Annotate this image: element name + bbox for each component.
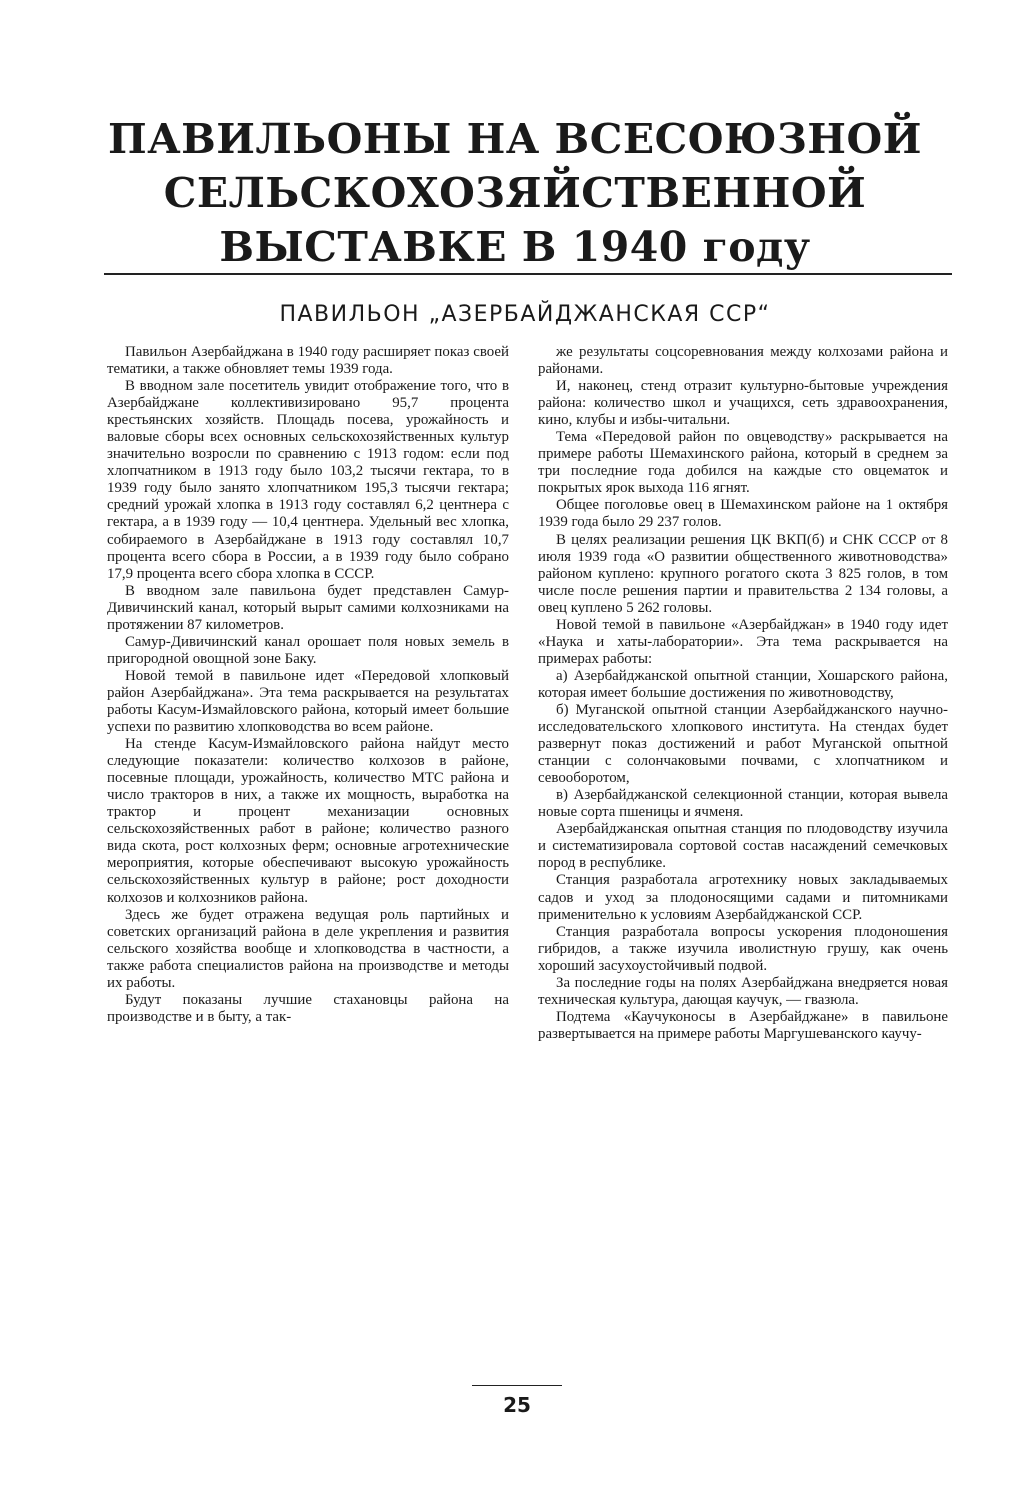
paragraph: И, наконец, стенд отразит культурно-бытовые учреждения района: количество школ и учащихся, сеть здравоохранения, кино, клубы и избы-читальни. [538,378,948,429]
text-column-left [107,344,509,1026]
title-line: ПАВИЛЬОНЫ НА ВСЕСОЮЗНОЙ [108,115,922,163]
paragraph: Тема «Передовой район по овцеводству» раскрывается на примере работы Шемахинского района, который в среднем за три последние года добился на каждые сто овцематок и покрытых ярок выхода 116 ягнят. [538,429,948,497]
paragraph: Павильон Азербайджана в 1940 году расширяет показ своей тематики, а также обновляет темы 1939 года. [107,344,509,378]
paragraph: За последние годы на полях Азербайджана внедряется новая техническая культура, дающая каучук, — гвазюла. [538,974,948,1008]
page-number: 25 [503,1393,531,1417]
paragraph: же результаты соцсоревнования между колхозами района и районами. [538,344,948,378]
title-line: СЕЛЬСКОХОЗЯЙСТВЕННОЙ [163,169,867,217]
paragraph: Азербайджанская опытная станция по плодоводству изучила и систематизировала сортовой состав насаждений семечковых пород в республике. [538,821,948,872]
paragraph: а) Азербайджанской опытной станции, Хошарского района, которая имеет большие достижения по животноводству, [538,667,948,701]
paragraph: в) Азербайджанской селекционной станции, которая вывела новые сорта пшеницы и ячменя. [538,787,948,821]
article-title [100,112,930,274]
paragraph: На стенде Касум-Измайловского района найдут место следующие показатели: количество колхозов в районе, посевные площади, урожайность, количество МТС района и число тракторов в них, а также их мощность, выработка на трактор и процент механизации основных сельскохозяйственных работ в районе; количество разного вида скота, рост колхозных ферм; основные агротехнические мероприятия, которые обеспечивают высокую урожайность сельскохозяйственных культур в районе; рост доходности колхозов и колхозников района. [107,736,509,906]
paragraph: Общее поголовье овец в Шемахинском районе на 1 октября 1939 года было 29 237 голов. [538,497,948,531]
paragraph: Здесь же будет отражена ведущая роль партийных и советских организаций района в деле укрепления и развития сельского хозяйства вообще и хлопководства в частности, а также работа специалистов района на производстве и методы их работы. [107,906,509,991]
text-column-right [538,344,948,1043]
paragraph: Новой темой в павильоне «Азербайджан» в 1940 году идет «Наука и хаты-лаборатории». Эта тема раскрывается на примерах работы: [538,616,948,667]
title-line: ВЫСТАВКЕ В 1940 году [219,223,811,271]
paragraph: Самур-Дивичинский канал орошает поля новых земель в пригородной овощной зоне Баку. [107,633,509,667]
paragraph: Подтема «Каучуконосы в Азербайджане» в павильоне развертывается на примере работы Маргушеванского каучу- [538,1008,948,1042]
title-divider [104,273,952,275]
paragraph: В целях реализации решения ЦК ВКП(б) и СНК СССР от 8 июля 1939 года «О развитии общественного животноводства» районом куплено: крупного рогатого скота 3 825 голов, в том числе после решения партии и правительства 2 134 головы, а овец куплено 5 262 головы. [538,531,948,616]
paragraph: В вводном зале павильона будет представлен Самур-Дивичинский канал, который вырыт самими колхозниками на протяжении 87 километров. [107,582,509,633]
paragraph: В вводном зале посетитель увидит отображение того, что в Азербайджане коллективизировано 95,7 процента крестьянских хозяйств. Площадь посева, урожайность и валовые сборы всех основных сельскохозяйственных культур значительно возросли по сравнению с 1913 годом: если под хлопчатником в 1913 году было 103,2 тысячи гектара, то в 1939 году было занято хлопчатником 195,3 тысячи гектара; средний урожай хлопка в 1913 году составлял 6,2 центнера с гектара, а в 1939 году — 10,4 центнера. Удельный вес хлопка, собираемого в Азербайджане в 1913 году составлял 10,7 процента всего сбора в России, а в 1939 году было собрано 17,9 процента всего сбора хлопка в СССР. [107,378,509,582]
paragraph: Станция разработала вопросы ускорения плодоношения гибридов, а также изучила иволистную грушу, как очень хороший засухоустойчивый подвой. [538,923,948,974]
paragraph: Будут показаны лучшие стахановцы района на производстве и в быту, а так- [107,991,509,1025]
paragraph: Станция разработала агротехнику новых закладываемых садов и уход за плодоносящими садами и питомниками применительно к условиям Азербайджанской ССР. [538,872,948,923]
paragraph: б) Муганской опытной станции Азербайджанского научно-исследовательского хлопкового института. На стендах будет развернут показ достижений и работ Муганской опытной станции с солончаковыми почвами, с хлопчатником и севооборотом, [538,701,948,787]
paragraph: Новой темой в павильоне идет «Передовой хлопковый район Азербайджана». Эта тема раскрывается на результатах работы Касум-Измайловского района, который имеет большие успехи по развитию хлопководства во всем районе. [107,667,509,736]
page-number-rule [472,1385,562,1386]
section-subtitle: ПАВИЛЬОН „АЗЕРБАЙДЖАНСКАЯ ССР“ [279,302,771,327]
